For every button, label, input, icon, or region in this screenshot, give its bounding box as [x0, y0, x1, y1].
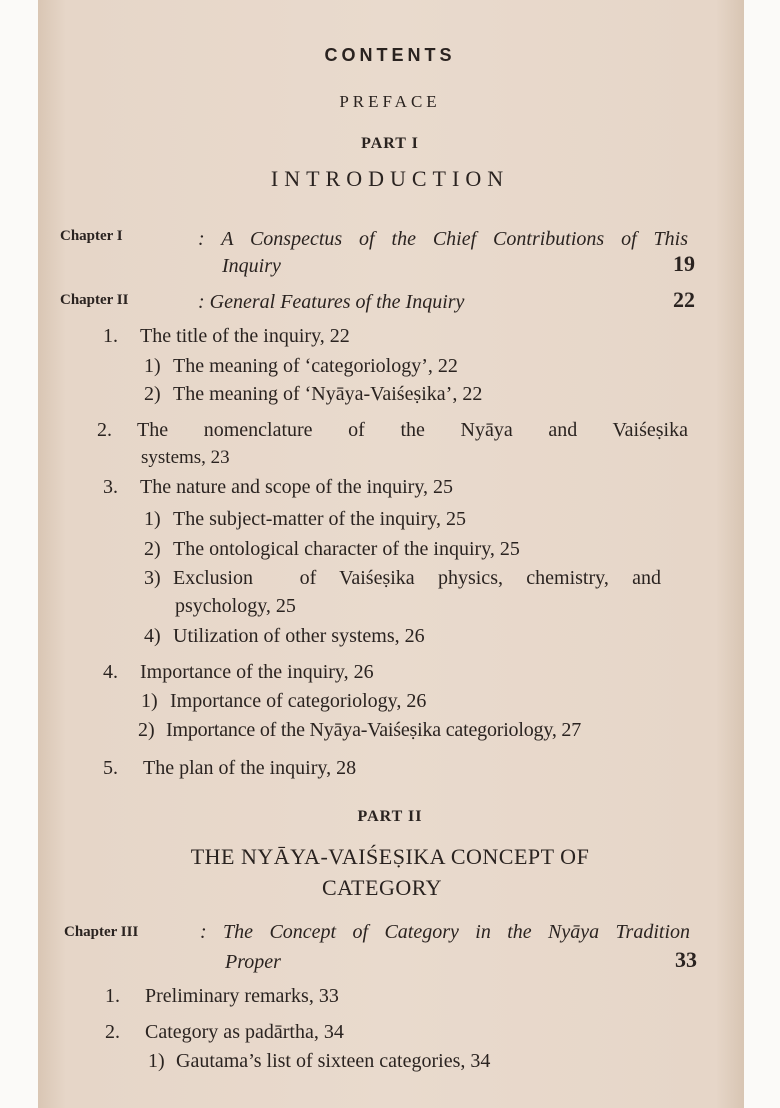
- section-number: 5.: [103, 757, 118, 779]
- section-number: 1.: [103, 325, 118, 347]
- chapter-title: : General Features of the Inquiry: [198, 291, 465, 313]
- part1-heading: PART I: [361, 135, 419, 152]
- preface-heading: PREFACE: [339, 92, 441, 111]
- subsection-entry: Importance of the Nyāya-Vaiśeṣika categoriology, 27: [166, 719, 582, 741]
- section-entry: Preliminary remarks, 33: [145, 985, 339, 1007]
- section-number: 2.: [105, 1021, 120, 1043]
- subsection-entry: Exclusion of Vaiśeṣika physics, chemistry, and: [173, 567, 661, 589]
- subsection-entry: The subject-matter of the inquiry, 25: [173, 508, 467, 530]
- subsection-number: 1): [144, 355, 161, 377]
- chapter-page: 22: [673, 287, 695, 312]
- subsection-entry: Gautama’s list of sixteen categories, 34: [176, 1050, 491, 1072]
- subsection-number: 2): [144, 383, 161, 405]
- part1-title: INTRODUCTION: [270, 166, 510, 191]
- subsection-number: 1): [144, 508, 161, 530]
- subsection-number: 2): [144, 538, 161, 560]
- chapter-page: 19: [673, 251, 695, 276]
- subsection-number: 4): [144, 625, 161, 647]
- subsection-number: 1): [148, 1050, 165, 1072]
- subsection-number: 1): [141, 690, 158, 712]
- chapter-title-cont: Proper: [225, 951, 281, 973]
- section-entry-cont: systems, 23: [141, 447, 230, 468]
- chapter-label: Chapter I: [60, 228, 123, 244]
- part2-title: THE NYĀYA-VAIŚEṢIKA CONCEPT OF: [190, 844, 590, 869]
- section-number: 2.: [97, 419, 112, 441]
- subsection-entry: The meaning of ‘Nyāya-Vaiśeṣika’, 22: [173, 383, 483, 405]
- contents-heading: CONTENTS: [324, 45, 456, 65]
- chapter-label: Chapter III: [64, 924, 139, 940]
- subsection-number: 3): [144, 567, 161, 589]
- section-entry: The title of the inquiry, 22: [140, 325, 350, 347]
- subsection-entry: Importance of categoriology, 26: [170, 690, 427, 712]
- chapter-title: : A Conspectus of the Chief Contributions of This: [198, 228, 688, 250]
- chapter-label: Chapter II: [60, 292, 129, 308]
- section-number: 3.: [103, 476, 118, 498]
- chapter-page: 33: [675, 947, 697, 972]
- chapter-title: : The Concept of Category in the Nyāya Tradition: [200, 921, 690, 943]
- section-entry: The nature and scope of the inquiry, 25: [140, 476, 454, 498]
- subsection-entry-cont: psychology, 25: [175, 595, 296, 617]
- section-entry: Importance of the inquiry, 26: [140, 661, 374, 683]
- subsection-entry: Utilization of other systems, 26: [173, 625, 425, 647]
- part2-title-cont: CATEGORY: [321, 875, 443, 900]
- subsection-number: 2): [138, 719, 155, 741]
- section-number: 1.: [105, 985, 120, 1007]
- section-number: 4.: [103, 661, 118, 683]
- section-entry: Category as padārtha, 34: [145, 1021, 344, 1043]
- subsection-entry: The meaning of ‘categoriology’, 22: [173, 355, 458, 377]
- chapter-title-cont: Inquiry: [222, 255, 281, 277]
- section-entry: The plan of the inquiry, 28: [143, 757, 357, 779]
- subsection-entry: The ontological character of the inquiry, 25: [173, 538, 520, 560]
- section-entry: The nomenclature of the Nyāya and Vaiśeṣika: [137, 419, 688, 441]
- part2-heading: PART II: [357, 808, 423, 825]
